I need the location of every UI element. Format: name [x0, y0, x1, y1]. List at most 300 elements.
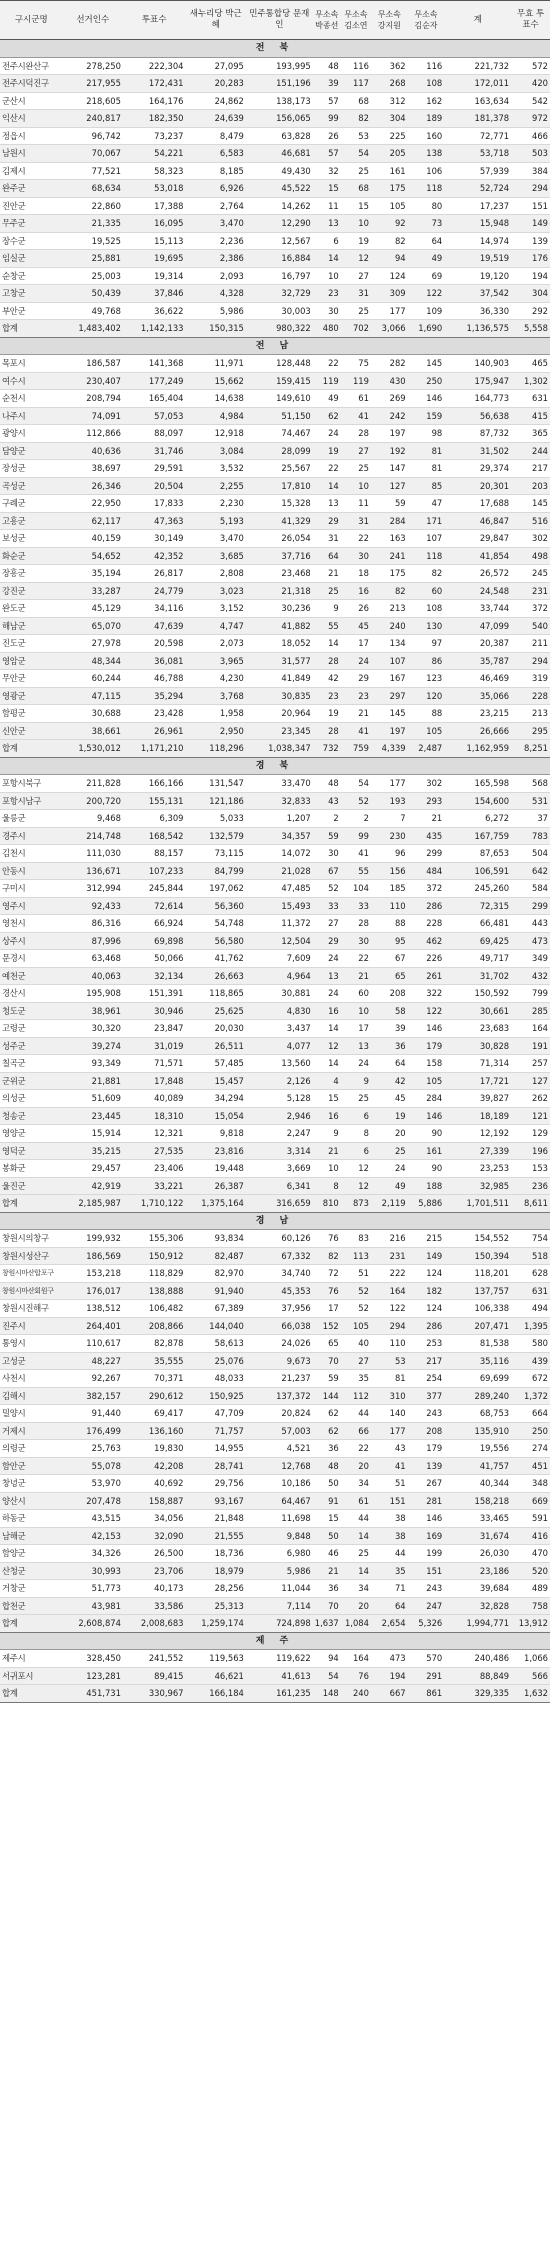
district-name: 김제시: [0, 162, 63, 180]
table-cell: 176: [511, 250, 550, 268]
district-name: 고창군: [0, 285, 63, 303]
table-cell: 4,521: [246, 1440, 313, 1458]
table-row: [0, 635, 550, 653]
column-header: 무소속 박종선: [313, 1, 341, 40]
table-cell: 82: [341, 110, 371, 128]
district-name: 장수군: [0, 232, 63, 250]
table-cell: 3,023: [185, 582, 245, 600]
table-cell: 50,066: [123, 950, 186, 968]
table-cell: 71: [371, 1580, 408, 1598]
table-cell: 28: [341, 915, 371, 933]
table-row: [0, 1527, 550, 1545]
table-cell: 32,729: [246, 285, 313, 303]
table-cell: 72: [313, 1265, 341, 1283]
table-cell: 4,747: [185, 617, 245, 635]
table-cell: 181,378: [444, 110, 511, 128]
table-cell: 45,522: [246, 180, 313, 198]
table-cell: 10: [341, 215, 371, 233]
district-name: 경산시: [0, 985, 63, 1003]
table-cell: 20,598: [123, 635, 186, 653]
table-cell: 41,762: [185, 950, 245, 968]
table-cell: 90: [408, 1125, 445, 1143]
total-cell: 2,608,874: [63, 1615, 123, 1633]
district-name: 칠곡군: [0, 1055, 63, 1073]
table-cell: 19: [341, 232, 371, 250]
total-label: 합계: [0, 1615, 63, 1633]
table-cell: 26,666: [444, 722, 511, 740]
table-cell: 34,294: [185, 1090, 245, 1108]
table-cell: 372: [408, 880, 445, 898]
district-name: 담양군: [0, 442, 63, 460]
table-cell: 68,753: [444, 1405, 511, 1423]
table-row: [0, 1352, 550, 1370]
table-cell: 106: [408, 162, 445, 180]
table-row: [0, 1422, 550, 1440]
table-cell: 23,186: [444, 1562, 511, 1580]
table-cell: 30: [341, 547, 371, 565]
table-cell: 297: [371, 687, 408, 705]
table-cell: 150,912: [123, 1247, 186, 1265]
table-row: [0, 1300, 550, 1318]
table-cell: 65: [313, 1335, 341, 1353]
region-name: 전 북: [0, 40, 550, 58]
district-name: 순천시: [0, 390, 63, 408]
table-cell: 42: [371, 1072, 408, 1090]
table-cell: 159: [408, 407, 445, 425]
total-cell: 2,008,683: [123, 1615, 186, 1633]
table-cell: 76: [341, 1667, 371, 1685]
table-cell: 111,030: [63, 845, 123, 863]
table-cell: 1,372: [511, 1387, 550, 1405]
table-cell: 66,481: [444, 915, 511, 933]
table-cell: 19,519: [444, 250, 511, 268]
district-name: 정읍시: [0, 127, 63, 145]
table-cell: 3,152: [185, 600, 245, 618]
table-cell: 149: [408, 1247, 445, 1265]
column-header: 무효 투표수: [511, 1, 550, 40]
table-cell: 87,732: [444, 425, 511, 443]
table-cell: 43,515: [63, 1510, 123, 1528]
district-name: 제주시: [0, 1650, 63, 1668]
total-cell: 1,162,959: [444, 740, 511, 758]
table-cell: 27: [341, 1352, 371, 1370]
table-cell: 11: [313, 197, 341, 215]
table-row: [0, 1265, 550, 1283]
district-name: 포항시남구: [0, 792, 63, 810]
table-cell: 24,779: [123, 582, 186, 600]
table-cell: 156,065: [246, 110, 313, 128]
table-cell: 211: [511, 635, 550, 653]
table-cell: 14,974: [444, 232, 511, 250]
table-cell: 213: [371, 600, 408, 618]
table-cell: 4,984: [185, 407, 245, 425]
table-cell: 48,227: [63, 1352, 123, 1370]
table-cell: 89,415: [123, 1667, 186, 1685]
table-cell: 470: [511, 1545, 550, 1563]
table-cell: 31,702: [444, 967, 511, 985]
table-cell: 169: [408, 1527, 445, 1545]
table-cell: 243: [408, 1580, 445, 1598]
total-label: 합계: [0, 320, 63, 338]
table-cell: 245,844: [123, 880, 186, 898]
table-cell: 222: [371, 1265, 408, 1283]
table-cell: 93,167: [185, 1492, 245, 1510]
table-cell: 783: [511, 827, 550, 845]
district-name: 영양군: [0, 1125, 63, 1143]
table-cell: 5,986: [246, 1562, 313, 1580]
table-cell: 23,683: [444, 1020, 511, 1038]
table-cell: 6,980: [246, 1545, 313, 1563]
table-cell: 88,097: [123, 425, 186, 443]
table-cell: 25: [341, 162, 371, 180]
table-cell: 91,440: [63, 1405, 123, 1423]
table-cell: 95: [371, 932, 408, 950]
table-cell: 33,470: [246, 775, 313, 793]
district-name: 울릉군: [0, 810, 63, 828]
table-cell: 26,346: [63, 477, 123, 495]
region-name: 제 주: [0, 1632, 550, 1650]
table-cell: 24: [313, 425, 341, 443]
table-cell: 2,808: [185, 565, 245, 583]
total-cell: 118,296: [185, 740, 245, 758]
table-cell: 65,070: [63, 617, 123, 635]
table-row: [0, 1457, 550, 1475]
table-cell: 240,817: [63, 110, 123, 128]
district-name: 전주시덕진구: [0, 75, 63, 93]
table-cell: 23,468: [246, 565, 313, 583]
table-row: [0, 267, 550, 285]
table-cell: 48: [313, 1457, 341, 1475]
table-cell: 47,485: [246, 880, 313, 898]
table-cell: 136,671: [63, 862, 123, 880]
table-cell: 286: [408, 1317, 445, 1335]
table-cell: 141,368: [123, 355, 186, 373]
table-cell: 29,591: [123, 460, 186, 478]
table-cell: 28,741: [185, 1457, 245, 1475]
table-cell: 59: [313, 1370, 341, 1388]
table-row: [0, 110, 550, 128]
table-cell: 302: [511, 530, 550, 548]
table-cell: 37,716: [246, 547, 313, 565]
table-cell: 2,950: [185, 722, 245, 740]
table-cell: 473: [511, 932, 550, 950]
region-name: 경 북: [0, 757, 550, 775]
table-cell: 241,552: [123, 1650, 186, 1668]
table-cell: 24: [313, 985, 341, 1003]
table-cell: 542: [511, 92, 550, 110]
table-row: [0, 792, 550, 810]
table-cell: 49,430: [246, 162, 313, 180]
table-cell: 41,613: [246, 1667, 313, 1685]
table-cell: 74,091: [63, 407, 123, 425]
table-cell: 205: [371, 145, 408, 163]
table-cell: 82,878: [123, 1335, 186, 1353]
table-cell: 295: [511, 722, 550, 740]
table-cell: 41,882: [246, 617, 313, 635]
table-cell: 42,208: [123, 1457, 186, 1475]
table-cell: 18: [341, 565, 371, 583]
table-cell: 106,482: [123, 1300, 186, 1318]
table-cell: 54: [341, 145, 371, 163]
table-cell: 121,186: [185, 792, 245, 810]
table-cell: 22: [341, 1440, 371, 1458]
table-cell: 289,240: [444, 1387, 511, 1405]
table-cell: 17,237: [444, 197, 511, 215]
table-cell: 36,330: [444, 302, 511, 320]
table-cell: 40,063: [63, 967, 123, 985]
table-cell: 285: [511, 1002, 550, 1020]
table-cell: 26,387: [185, 1177, 245, 1195]
table-cell: 9,848: [246, 1527, 313, 1545]
table-cell: 19,556: [444, 1440, 511, 1458]
table-cell: 30,236: [246, 600, 313, 618]
table-row: [0, 372, 550, 390]
table-cell: 167,759: [444, 827, 511, 845]
total-cell: 240: [341, 1685, 371, 1703]
table-cell: 591: [511, 1510, 550, 1528]
table-cell: 44: [341, 1510, 371, 1528]
table-cell: 23: [313, 285, 341, 303]
table-cell: 531: [511, 792, 550, 810]
table-row: [0, 1510, 550, 1528]
table-cell: 158,887: [123, 1492, 186, 1510]
table-cell: 30,688: [63, 705, 123, 723]
table-row: [0, 512, 550, 530]
table-cell: 16: [341, 582, 371, 600]
table-cell: 185: [371, 880, 408, 898]
table-cell: 10: [341, 1002, 371, 1020]
total-row: [0, 740, 550, 758]
table-cell: 208: [408, 1422, 445, 1440]
table-cell: 498: [511, 547, 550, 565]
table-cell: 257: [511, 1055, 550, 1073]
district-name: 산청군: [0, 1562, 63, 1580]
region-heading-row: [0, 1632, 550, 1650]
table-cell: 21: [313, 1142, 341, 1160]
table-cell: 14: [313, 250, 341, 268]
table-cell: 4,077: [246, 1037, 313, 1055]
table-cell: 4,830: [246, 1002, 313, 1020]
table-cell: 124: [408, 1300, 445, 1318]
table-row: [0, 197, 550, 215]
table-cell: 68: [341, 92, 371, 110]
table-cell: 24: [313, 950, 341, 968]
table-cell: 12,567: [246, 232, 313, 250]
column-header: 무소속 강지원: [371, 1, 408, 40]
table-cell: 192: [371, 442, 408, 460]
total-cell: 148: [313, 1685, 341, 1703]
table-cell: 9,468: [63, 810, 123, 828]
total-cell: 1,994,771: [444, 1615, 511, 1633]
table-cell: 31,019: [123, 1037, 186, 1055]
table-cell: 150,925: [185, 1387, 245, 1405]
table-cell: 6: [341, 1142, 371, 1160]
total-cell: 1,690: [408, 320, 445, 338]
table-row: [0, 687, 550, 705]
table-cell: 43,981: [63, 1597, 123, 1615]
total-cell: 759: [341, 740, 371, 758]
table-cell: 3,768: [185, 687, 245, 705]
table-row: [0, 1125, 550, 1143]
table-cell: 310: [371, 1387, 408, 1405]
district-name: 광양시: [0, 425, 63, 443]
total-cell: 8,251: [511, 740, 550, 758]
table-cell: 49: [408, 250, 445, 268]
table-cell: 195,908: [63, 985, 123, 1003]
table-cell: 11,971: [185, 355, 245, 373]
table-row: [0, 600, 550, 618]
total-cell: 161,235: [246, 1685, 313, 1703]
total-cell: 667: [371, 1685, 408, 1703]
district-name: 신안군: [0, 722, 63, 740]
table-row: [0, 1475, 550, 1493]
table-cell: 41,329: [246, 512, 313, 530]
district-name: 성주군: [0, 1037, 63, 1055]
table-cell: 25,313: [185, 1597, 245, 1615]
table-row: [0, 1317, 550, 1335]
table-cell: 28: [341, 425, 371, 443]
table-cell: 37,956: [246, 1300, 313, 1318]
table-cell: 372: [511, 600, 550, 618]
table-cell: 18,052: [246, 635, 313, 653]
table-row: [0, 582, 550, 600]
table-row: [0, 407, 550, 425]
table-cell: 119,622: [246, 1650, 313, 1668]
table-cell: 32: [313, 162, 341, 180]
table-cell: 27: [313, 915, 341, 933]
table-cell: 196: [511, 1142, 550, 1160]
table-cell: 2,946: [246, 1107, 313, 1125]
district-name: 함안군: [0, 1457, 63, 1475]
table-cell: 15,493: [246, 897, 313, 915]
table-cell: 17,810: [246, 477, 313, 495]
table-row: [0, 1545, 550, 1563]
district-name: 영주시: [0, 897, 63, 915]
table-cell: 21: [408, 810, 445, 828]
total-label: 합계: [0, 1195, 63, 1213]
table-cell: 35,066: [444, 687, 511, 705]
table-cell: 19,448: [185, 1160, 245, 1178]
table-cell: 67: [371, 950, 408, 968]
table-cell: 6,272: [444, 810, 511, 828]
table-cell: 53,970: [63, 1475, 123, 1493]
table-cell: 97: [408, 635, 445, 653]
table-cell: 48: [313, 775, 341, 793]
table-cell: 110: [371, 1335, 408, 1353]
table-cell: 71,757: [185, 1422, 245, 1440]
table-cell: 55: [341, 862, 371, 880]
table-cell: 47,639: [123, 617, 186, 635]
table-cell: 443: [511, 915, 550, 933]
table-cell: 23,406: [123, 1160, 186, 1178]
table-cell: 11,372: [246, 915, 313, 933]
table-cell: 71,314: [444, 1055, 511, 1073]
table-cell: 278,250: [63, 57, 123, 75]
table-cell: 24: [371, 1160, 408, 1178]
table-cell: 520: [511, 1562, 550, 1580]
table-cell: 24,862: [185, 92, 245, 110]
table-cell: 33,744: [444, 600, 511, 618]
table-cell: 12,192: [444, 1125, 511, 1143]
table-cell: 118,865: [185, 985, 245, 1003]
table-cell: 14: [313, 635, 341, 653]
table-cell: 20,301: [444, 477, 511, 495]
table-cell: 10: [313, 267, 341, 285]
total-cell: 166,184: [185, 1685, 245, 1703]
table-cell: 319: [511, 670, 550, 688]
table-cell: 217: [511, 460, 550, 478]
table-cell: 54: [341, 775, 371, 793]
table-cell: 164,773: [444, 390, 511, 408]
column-header: 무소속 김순자: [408, 1, 445, 40]
table-cell: 30,661: [444, 1002, 511, 1020]
district-name: 장흥군: [0, 565, 63, 583]
table-cell: 54: [313, 1667, 341, 1685]
table-cell: 29,847: [444, 530, 511, 548]
table-cell: 30,828: [444, 1037, 511, 1055]
table-cell: 245: [511, 565, 550, 583]
table-cell: 33: [313, 897, 341, 915]
table-cell: 294: [511, 652, 550, 670]
table-cell: 70: [313, 1597, 341, 1615]
table-cell: 262: [511, 1090, 550, 1108]
table-cell: 415: [511, 407, 550, 425]
table-cell: 55,078: [63, 1457, 123, 1475]
table-cell: 25,763: [63, 1440, 123, 1458]
table-row: [0, 1597, 550, 1615]
table-cell: 21,848: [185, 1510, 245, 1528]
table-cell: 2,236: [185, 232, 245, 250]
total-cell: 5,558: [511, 320, 550, 338]
table-cell: 6,926: [185, 180, 245, 198]
table-cell: 40,692: [123, 1475, 186, 1493]
table-cell: 34,326: [63, 1545, 123, 1563]
table-cell: 12,504: [246, 932, 313, 950]
table-cell: 3,437: [246, 1020, 313, 1038]
table-cell: 41,849: [246, 670, 313, 688]
table-row: [0, 1177, 550, 1195]
table-cell: 112: [341, 1387, 371, 1405]
table-cell: 144: [313, 1387, 341, 1405]
table-cell: 494: [511, 1300, 550, 1318]
table-cell: 65: [371, 967, 408, 985]
table-cell: 3,084: [185, 442, 245, 460]
table-cell: 30,881: [246, 985, 313, 1003]
table-cell: 304: [511, 285, 550, 303]
district-name: 고흥군: [0, 512, 63, 530]
table-cell: 28,099: [246, 442, 313, 460]
table-cell: 4,230: [185, 670, 245, 688]
table-cell: 69,425: [444, 932, 511, 950]
table-cell: 20,283: [185, 75, 245, 93]
district-name: 완도군: [0, 600, 63, 618]
table-cell: 128,448: [246, 355, 313, 373]
table-cell: 230: [371, 827, 408, 845]
table-row: [0, 932, 550, 950]
table-cell: 177: [371, 775, 408, 793]
table-cell: 35,555: [123, 1352, 186, 1370]
district-name: 상주시: [0, 932, 63, 950]
table-cell: 3,669: [246, 1160, 313, 1178]
table-cell: 45,129: [63, 600, 123, 618]
region-name: 경 남: [0, 1212, 550, 1230]
table-cell: 46,469: [444, 670, 511, 688]
table-cell: 435: [408, 827, 445, 845]
table-cell: 76: [313, 1282, 341, 1300]
table-row: [0, 845, 550, 863]
table-cell: 40,173: [123, 1580, 186, 1598]
table-cell: 432: [511, 967, 550, 985]
